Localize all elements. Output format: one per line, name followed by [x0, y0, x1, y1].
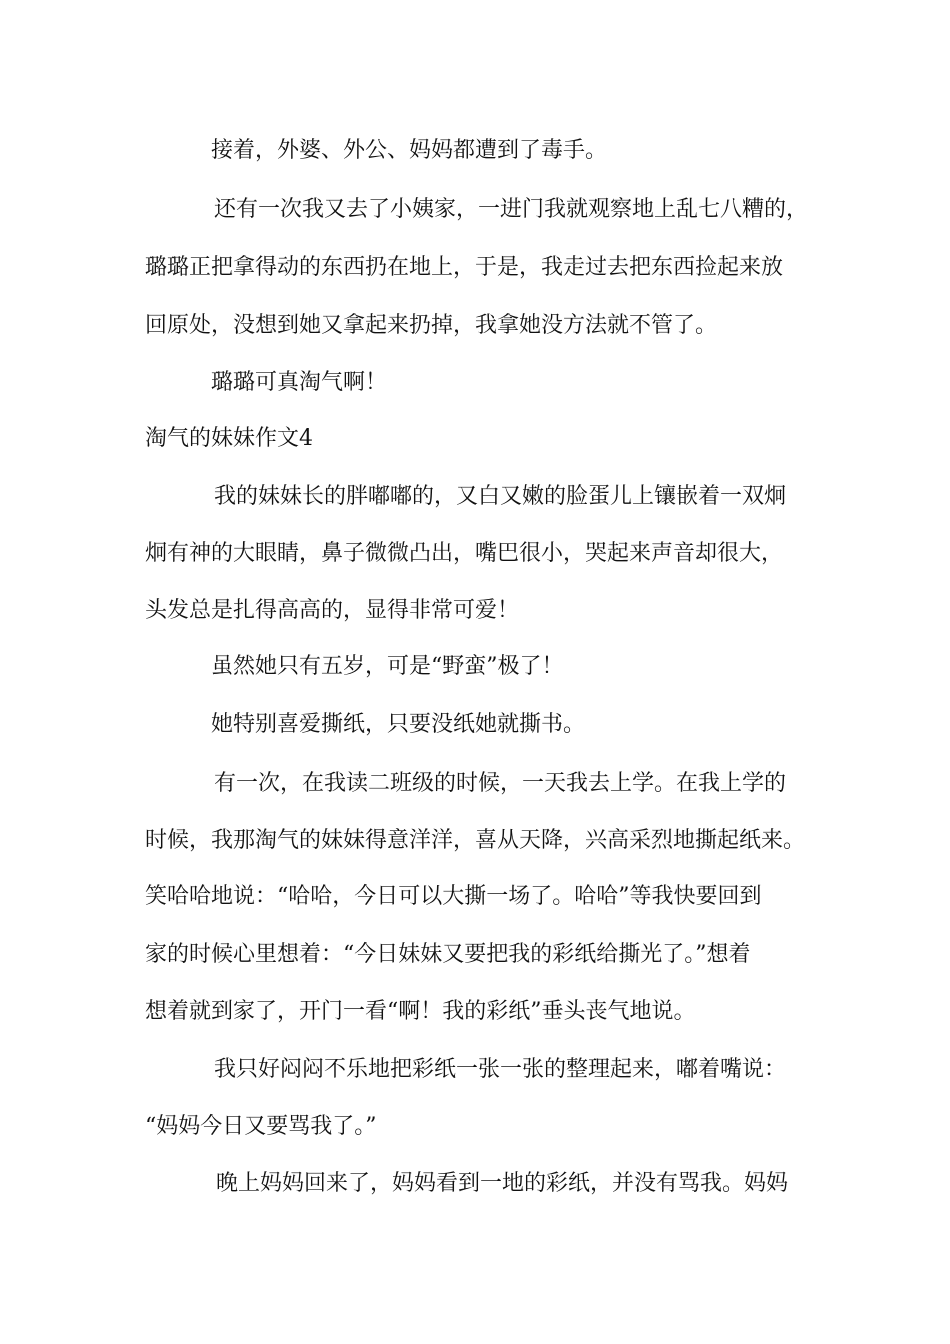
paragraph-line: 璐璐可真淘气啊！ — [211, 370, 388, 395]
paragraph-line: 想着就到家了，开门一看“啊！我的彩纸”垂头丧气地说。 — [145, 999, 696, 1024]
paragraph-line: 晚上妈妈回来了，妈妈看到一地的彩纸，并没有骂我。妈妈 — [216, 1171, 789, 1196]
paragraph-line: 我只好闷闷不乐地把彩纸一张一张的整理起来，嘟着嘴说： — [214, 1057, 787, 1082]
paragraph-line: “妈妈今日又要骂我了。” — [145, 1114, 377, 1139]
paragraph-line: 炯有神的大眼睛，鼻子微微凸出，嘴巴很小，哭起来声音却很大， — [145, 541, 784, 566]
paragraph-line: 璐璐正把拿得动的东西扔在地上，于是，我走过去把东西捡起来放 — [145, 255, 784, 280]
paragraph-line: 回原处，没想到她又拿起来扔掉，我拿她没方法就不管了。 — [145, 313, 718, 338]
paragraph-line: 我的妹妹长的胖嘟嘟的，又白又嫩的脸蛋儿上镶嵌着一双炯 — [214, 484, 787, 509]
paragraph-line: 时候，我那淘气的妹妹得意洋洋，喜从天降，兴高采烈地撕起纸来。 — [145, 828, 806, 853]
paragraph-line: 接着，外婆、外公、妈妈都遭到了毒手。 — [211, 138, 608, 163]
paragraph-line: 有一次，在我读二班级的时候，一天我去上学。在我上学的 — [214, 771, 787, 796]
paragraph-line: 头发总是扎得高高的，显得非常可爱！ — [145, 598, 520, 623]
section-heading: 淘气的妹妹作文4 — [145, 426, 313, 451]
paragraph-line: 虽然她只有五岁，可是“野蛮”极了！ — [211, 654, 564, 679]
paragraph-line: 家的时候心里想着：“今日妹妹又要把我的彩纸给撕光了。”想着 — [145, 942, 751, 967]
paragraph-line: 笑哈哈地说：“哈哈，今日可以大撕一场了。哈哈”等我快要回到 — [145, 884, 762, 909]
paragraph-line: 还有一次我又去了小姨家，一进门我就观察地上乱七八糟的， — [214, 197, 809, 222]
paragraph-line: 她特别喜爱撕纸，只要没纸她就撕书。 — [211, 712, 586, 737]
